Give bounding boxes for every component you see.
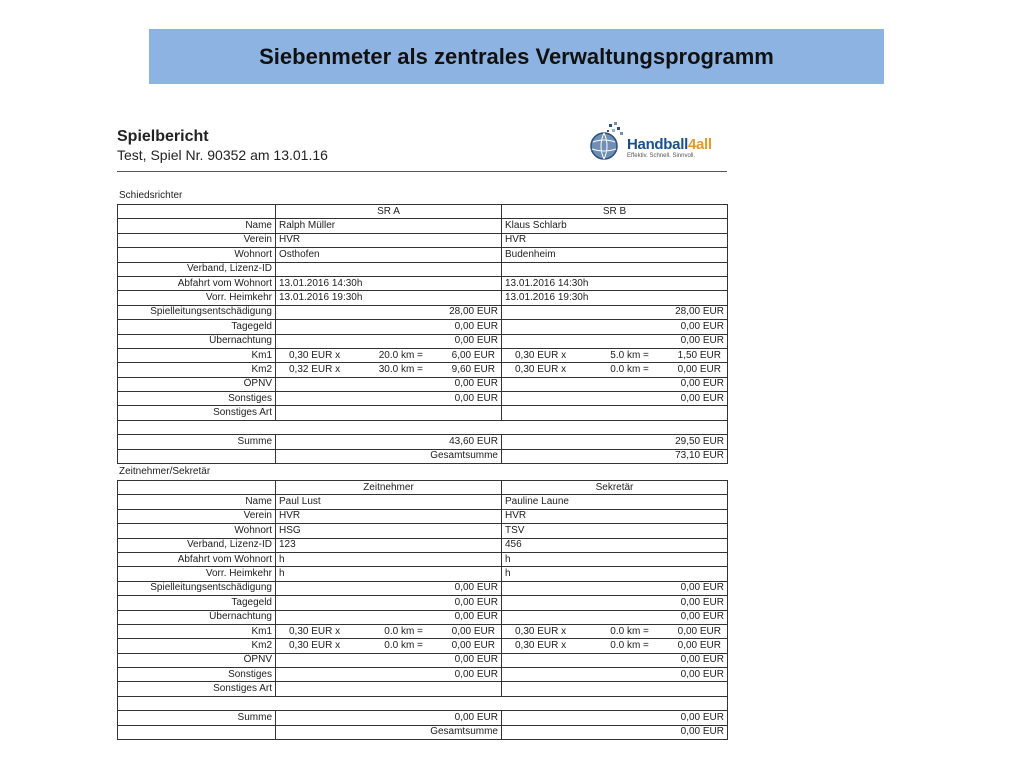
- km-cell: 0,30 EUR x 0.0 km = 0,00 EUR: [502, 624, 728, 638]
- referees-table: [117, 204, 728, 464]
- table-row: [118, 248, 728, 262]
- column-header-zeitnehmer: Zeitnehmer: [276, 481, 502, 495]
- table-row: [118, 219, 728, 233]
- cell-value: [502, 682, 728, 696]
- column-header-sr-b: SR B: [502, 205, 728, 219]
- cell-value: 456: [502, 538, 728, 552]
- cell-amount: 0,00 EUR: [276, 320, 502, 334]
- row-label: Spielleitungsentschädigung: [118, 305, 276, 319]
- logo-wordmark: Handball4all: [627, 136, 712, 153]
- total-value: 0,00 EUR: [502, 725, 728, 739]
- cell-amount: 0,00 EUR: [276, 377, 502, 391]
- cell-amount: 0,00 EUR: [276, 596, 502, 610]
- cell-value: 13.01.2016 14:30h: [276, 276, 502, 290]
- cell-value: Pauline Laune: [502, 495, 728, 509]
- section-label-referees: Schiedsrichter: [119, 190, 183, 201]
- table-row: [118, 538, 728, 552]
- cell-sum: 0,00 EUR: [276, 711, 502, 725]
- cell-value: [276, 682, 502, 696]
- table-row: [118, 406, 728, 420]
- cell-sum: 43,60 EUR: [276, 435, 502, 449]
- row-label: Km1: [118, 624, 276, 638]
- handball4all-logo: [587, 120, 732, 165]
- table-row: [118, 668, 728, 682]
- table-row: [118, 334, 728, 348]
- cell-value: TSV: [502, 524, 728, 538]
- table-row: [118, 495, 728, 509]
- total-value: 73,10 EUR: [502, 449, 728, 463]
- km-cell: 0,30 EUR x 0.0 km = 0,00 EUR: [276, 639, 502, 653]
- cell-amount: 0,00 EUR: [276, 392, 502, 406]
- table-row: [118, 624, 728, 638]
- cell-amount: 0,00 EUR: [276, 653, 502, 667]
- table-row: [118, 348, 728, 362]
- km-cell: 0,30 EUR x 0.0 km = 0,00 EUR: [276, 624, 502, 638]
- table-row: [118, 233, 728, 247]
- cell-value: Paul Lust: [276, 495, 502, 509]
- row-label: Verband, Lizenz-ID: [118, 262, 276, 276]
- table-row: [118, 481, 728, 495]
- section-label-officials: Zeitnehmer/Sekretär: [119, 466, 211, 477]
- table-row: [118, 205, 728, 219]
- cell-value: 13.01.2016 19:30h: [502, 291, 728, 305]
- row-label: Verein: [118, 233, 276, 247]
- globe-icon: [587, 120, 627, 165]
- cell-value: [502, 406, 728, 420]
- table-row: [118, 581, 728, 595]
- cell-amount: 28,00 EUR: [276, 305, 502, 319]
- row-label: Abfahrt vom Wohnort: [118, 276, 276, 290]
- row-label: Sonstiges Art: [118, 682, 276, 696]
- row-label: Wohnort: [118, 524, 276, 538]
- km-cell: 0,32 EUR x 30.0 km = 9,60 EUR: [276, 363, 502, 377]
- table-row: [118, 320, 728, 334]
- total-label: Gesamtsumme: [276, 725, 502, 739]
- column-header-sr-a: SR A: [276, 205, 502, 219]
- cell-sum: 29,50 EUR: [502, 435, 728, 449]
- cell-value: h: [502, 552, 728, 566]
- cell-value: 13.01.2016 14:30h: [502, 276, 728, 290]
- cell-amount: 28,00 EUR: [502, 305, 728, 319]
- table-row: [118, 653, 728, 667]
- table-row: [118, 639, 728, 653]
- table-row: [118, 596, 728, 610]
- cell-amount: 0,00 EUR: [276, 610, 502, 624]
- row-label: ÖPNV: [118, 653, 276, 667]
- cell-amount: 0,00 EUR: [502, 392, 728, 406]
- cell-value: Osthofen: [276, 248, 502, 262]
- row-label: Summe: [118, 711, 276, 725]
- cell-amount: 0,00 EUR: [276, 668, 502, 682]
- km-cell: 0,30 EUR x 0.0 km = 0,00 EUR: [502, 639, 728, 653]
- row-label: Vorr. Heimkehr: [118, 291, 276, 305]
- cell-amount: 0,00 EUR: [502, 581, 728, 595]
- row-label: Übernachtung: [118, 334, 276, 348]
- cell-amount: 0,00 EUR: [502, 596, 728, 610]
- total-label: Gesamtsumme: [276, 449, 502, 463]
- table-row: [118, 567, 728, 581]
- km-cell: 0,30 EUR x 5.0 km = 1,50 EUR: [502, 348, 728, 362]
- cell-amount: 0,00 EUR: [502, 668, 728, 682]
- table-row: [118, 509, 728, 523]
- row-label: Km2: [118, 363, 276, 377]
- km-cell: 0,30 EUR x 20.0 km = 6,00 EUR: [276, 348, 502, 362]
- cell-value: HVR: [502, 509, 728, 523]
- cell-value: HVR: [276, 509, 502, 523]
- table-row: [118, 392, 728, 406]
- row-label: Abfahrt vom Wohnort: [118, 552, 276, 566]
- row-label: Verband, Lizenz-ID: [118, 538, 276, 552]
- row-label: Name: [118, 219, 276, 233]
- officials-table: [117, 480, 728, 740]
- row-label: Wohnort: [118, 248, 276, 262]
- table-row: [118, 363, 728, 377]
- table-row: [118, 449, 728, 463]
- cell-value: h: [276, 567, 502, 581]
- cell-amount: 0,00 EUR: [502, 320, 728, 334]
- cell-amount: 0,00 EUR: [502, 610, 728, 624]
- table-row: [118, 552, 728, 566]
- row-label: Km1: [118, 348, 276, 362]
- row-label: Km2: [118, 639, 276, 653]
- cell-amount: 0,00 EUR: [276, 581, 502, 595]
- cell-value: h: [502, 567, 728, 581]
- cell-amount: 0,00 EUR: [502, 377, 728, 391]
- table-row: [118, 435, 728, 449]
- cell-value: Budenheim: [502, 248, 728, 262]
- table-row: [118, 276, 728, 290]
- cell-value: HVR: [502, 233, 728, 247]
- cell-sum: 0,00 EUR: [502, 711, 728, 725]
- km-cell: 0,30 EUR x 0.0 km = 0,00 EUR: [502, 363, 728, 377]
- cell-value: Klaus Schlarb: [502, 219, 728, 233]
- row-label: Spielleitungsentschädigung: [118, 581, 276, 595]
- cell-value: HSG: [276, 524, 502, 538]
- table-row: [118, 682, 728, 696]
- table-row: [118, 291, 728, 305]
- slide-title: Siebenmeter als zentrales Verwaltungsprogramm: [259, 43, 774, 69]
- row-label: Tagegeld: [118, 320, 276, 334]
- cell-value: 13.01.2016 19:30h: [276, 291, 502, 305]
- table-row: [118, 610, 728, 624]
- row-label: Sonstiges Art: [118, 406, 276, 420]
- row-label: Tagegeld: [118, 596, 276, 610]
- cell-value: Ralph Müller: [276, 219, 502, 233]
- cell-amount: 0,00 EUR: [502, 653, 728, 667]
- row-label: Sonstiges: [118, 392, 276, 406]
- column-header-sekretaer: Sekretär: [502, 481, 728, 495]
- report-subtitle: Test, Spiel Nr. 90352 am 13.01.16: [117, 147, 328, 163]
- cell-value: HVR: [276, 233, 502, 247]
- cell-amount: 0,00 EUR: [502, 334, 728, 348]
- table-row: [118, 305, 728, 319]
- row-label: Übernachtung: [118, 610, 276, 624]
- cell-value: h: [276, 552, 502, 566]
- cell-value: 123: [276, 538, 502, 552]
- table-row: [118, 377, 728, 391]
- cell-value: [276, 406, 502, 420]
- table-row: [118, 262, 728, 276]
- cell-value: [502, 262, 728, 276]
- table-row: [118, 725, 728, 739]
- row-label: Name: [118, 495, 276, 509]
- table-row: [118, 711, 728, 725]
- header-rule: [117, 171, 727, 172]
- row-label: Verein: [118, 509, 276, 523]
- row-label: ÖPNV: [118, 377, 276, 391]
- cell-value: [276, 262, 502, 276]
- cell-amount: 0,00 EUR: [276, 334, 502, 348]
- row-label: Summe: [118, 435, 276, 449]
- slide-title-banner: [149, 29, 884, 84]
- table-row: [118, 524, 728, 538]
- row-label: Sonstiges: [118, 668, 276, 682]
- report-title: Spielbericht: [117, 128, 209, 145]
- row-label: Vorr. Heimkehr: [118, 567, 276, 581]
- logo-tagline: Effektiv. Schnell. Sinnvoll.: [627, 153, 696, 159]
